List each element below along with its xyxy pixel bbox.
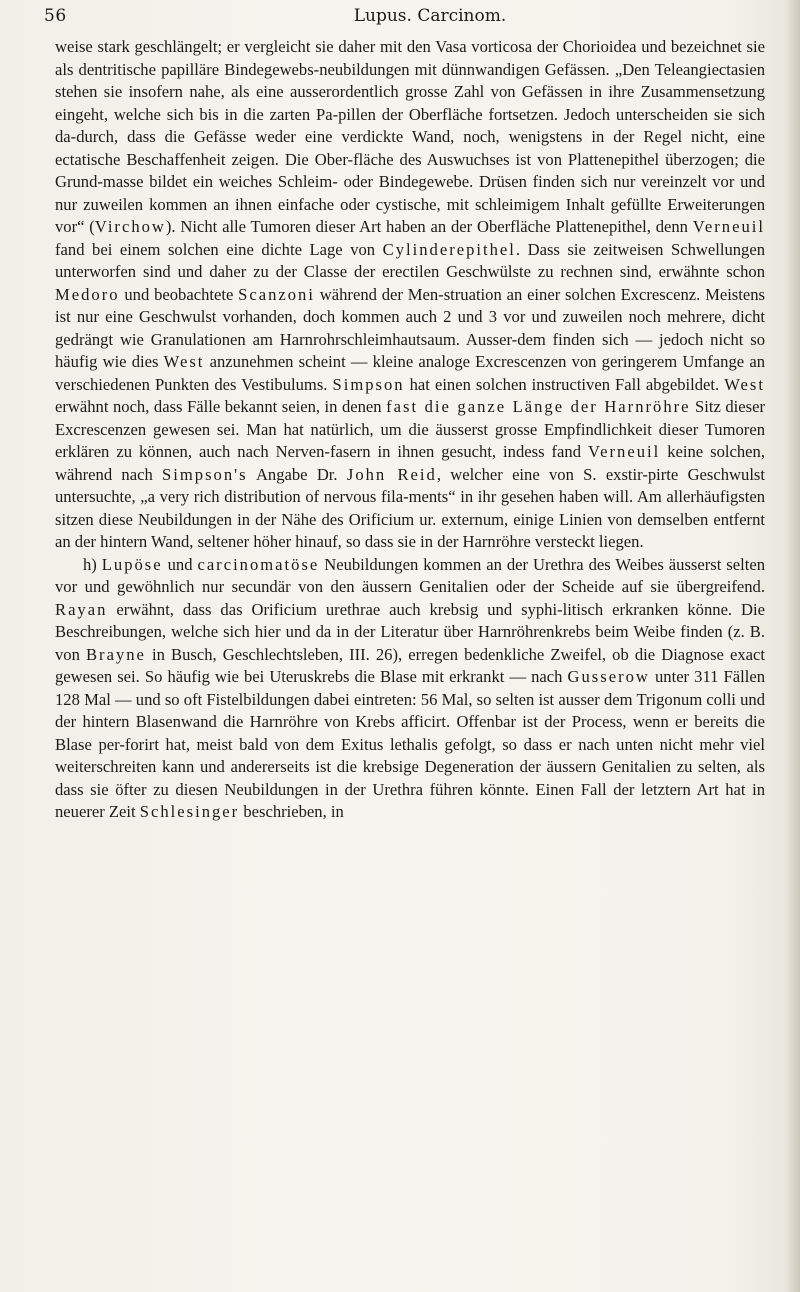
spaced-name: Simpson's [162, 464, 248, 484]
spaced-name: Brayne [85, 644, 146, 664]
text-run: h) [83, 554, 102, 574]
text-run: weise stark geschlängelt; er vergleicht sie daher mit den Vasa vorticosa der Chorioidea und bezeichnet sie als dentritische papilläre Bindegewebs-neubildungen mit dünnwandigen Gefässen. „Den Teleangiectasien stehen sie insofern nahe, als eine ausserordentlich grosse Zahl von Gefässen in ihre Zusammensetzung eingeht, welche sich bis in die zarten Pa-pillen der Oberfläche fortsetzen. Jedoch unterscheiden sie sich da-durch, dass die Gefässe weder eine verdickte Wand, noch, wenigstens in der Regel nicht, eine ectatische Beschaffenheit zeigen. Die Ober-fläche des Auswuchses ist von Plattenepithel überzogen; die Grund-masse bildet ein weiches Schleim- oder Bindegewebe. Drüsen finden sich nur vereinzelt vor und nur zuweilen kommen an ihnen einfache oder cystische, mit schleimigem Inhalt gefüllte Erweiterungen vor“ ( [55, 37, 765, 236]
spaced-name: John Reid [346, 464, 437, 484]
text-run: beschrieben, in [239, 802, 344, 821]
paragraph-1 [55, 36, 765, 554]
text-run: unter 311 Fällen 128 Mal — und so oft Fistelbildungen dabei eintreten: 56 Mal, so selten ist ausser dem Trigonum colli und der hintern Blasenwand die Harnröhre von Krebs afficirt. Offenbar ist der Process, wenn er bereits die Blase per-forirt hat, meist bald von dem Exitus lethalis gefolgt, so dass er nach unten nicht mehr viel weiterschreiten kann und andererseits ist die krebsige Degeneration der äussern Genitalien zu selten, als dass sie öfter zu diesen Neubildungen in der Urethra führen könnte. Einen Fall der letztern Art hat in neuerer Zeit [55, 667, 765, 821]
spaced-name: Gusserow [567, 667, 650, 686]
spaced-name: Simpson [332, 374, 405, 394]
text-run: Busch [171, 644, 213, 664]
spaced-name: Verneuil [588, 442, 661, 461]
text-run: Sitz dieser Excrescenzen gewesen sei. Man hat natürlich, um die äusserst grosse Empfindlichkeit dieser Tumoren erklären zu können, auch nach Nerven-fasern in ihnen gesucht, indess fand [55, 397, 766, 461]
spaced-name: fast die ganze Länge der Harnröhre [386, 397, 691, 416]
text-run: während der Men-struation an einer solchen Excrescenz. Meistens ist nur eine Geschwulst vorhanden, doch kommen auch 2 und 3 vor und zuweilen noch mehrere, dicht gedrängt wie Granulationen am Harnrohrschleimhautsaum. Ausser-dem finden sich — jedoch nicht so häufig wie dies [55, 284, 765, 371]
text-run: keine solchen, während nach [55, 442, 765, 484]
body-text [55, 36, 765, 824]
spaced-name: Medoro [55, 284, 120, 304]
text-run: ). Nicht alle Tumoren dieser Art haben an der Oberfläche Plattenepithel, denn [165, 217, 693, 236]
text-run: in [145, 644, 171, 664]
text-run: , welcher eine von S. exstir-pirte Geschwulst untersuchte, „a very rich distribution of nervous fila-ments“ in ihr gesehen haben will. Am allerhäufigsten sitzen diese Neubildungen in der Nähe des Orificium ur. externum, einige Linien von demselben entfernt an der hintern Wand, seltener höher hinauf, so dass sie in der Harnröhre versteckt liegen. [55, 464, 765, 551]
spaced-name: Schlesinger [139, 802, 240, 821]
spaced-name: Verneuil [692, 217, 765, 236]
spaced-name: Cylinderepithel [382, 239, 516, 259]
spaced-name: Scanzoni [238, 284, 315, 304]
spaced-name: West [724, 374, 765, 394]
spaced-name: Lupöse [101, 554, 163, 574]
text-run: , Geschlechtsleben, III. 26), erregen bedenkliche Zweifel, ob die Diagnose exact gewesen sei. So häufig wie bei Uteruskrebs die Blase mit erkrankt — nach [55, 644, 765, 686]
text-run: Neubildungen kommen an der Urethra des Weibes äusserst selten vor und gewöhnlich nur secundär von den äussern Genitalien oder der Scheide auf sie übergreifend. [55, 554, 765, 596]
spaced-name: Virchow [94, 217, 166, 236]
text-run: erwähnt, dass das Orificium urethrae auch krebsig und syphi-litisch erkranken könne. Die Beschreibungen, welche sich hier und da in der Literatur über Harnröhrenkrebs beim Weibe finden (z. B. von [55, 599, 765, 664]
text-run: hat einen solchen instructiven Fall abgebildet. [404, 374, 725, 394]
paragraph-2 [55, 554, 765, 824]
page-edge-shadow [786, 0, 800, 1292]
text-run: erwähnt noch, dass Fälle bekannt seien, in denen [55, 397, 387, 416]
page-header [40, 6, 780, 30]
spaced-name: carcinomatöse [197, 554, 320, 574]
text-run: . Dass sie zeitweisen Schwellungen unterworfen sind und daher zu der Classe der erectilen Geschwülste zu rechnen sind, erwähnte schon [55, 239, 765, 281]
text-run: fand bei einem solchen eine dichte Lage von [55, 239, 383, 259]
text-run: anzunehmen scheint — kleine analoge Excrescenzen von geringerem Umfange an verschiedenen Punkten des Vestibulums. [55, 352, 765, 394]
spaced-name: Rayan [55, 599, 108, 619]
text-run: Angabe Dr. [247, 464, 347, 484]
spaced-name: West [163, 352, 205, 371]
text-run: und [162, 554, 198, 574]
running-title: Lupus. Carcinom. [353, 6, 507, 26]
page-number: 56 [44, 6, 67, 26]
text-run: und beobachtete [119, 284, 239, 304]
